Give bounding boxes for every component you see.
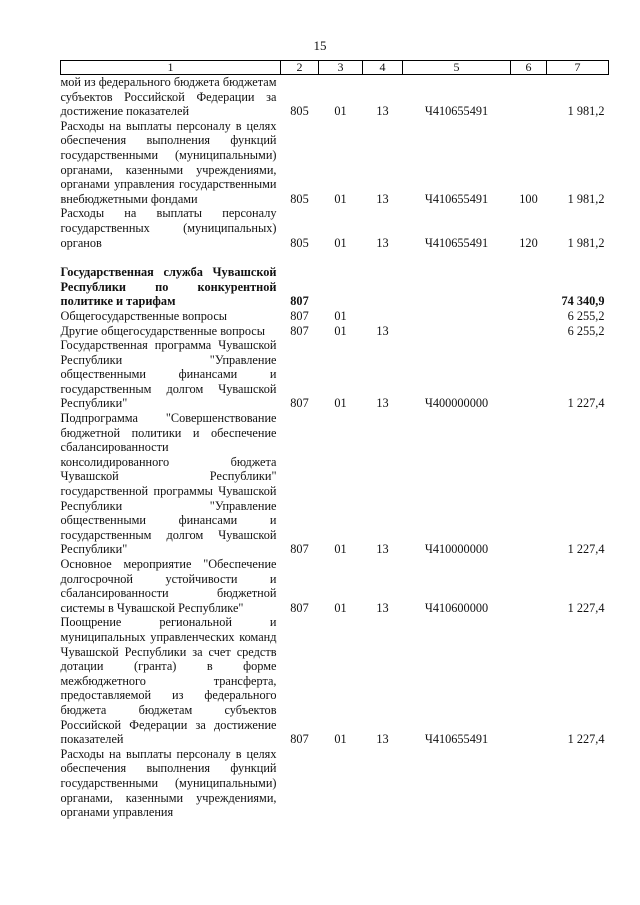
- row-subsection: [363, 309, 403, 324]
- table-row: [61, 747, 609, 820]
- page-number: 15: [313, 38, 327, 53]
- row-type: 120: [519, 235, 538, 250]
- table-row: [61, 324, 609, 339]
- budget-table: [60, 60, 609, 820]
- table-row: [61, 411, 609, 557]
- header-cell: 1: [61, 61, 281, 75]
- row-amount: 1 227,4: [567, 396, 605, 411]
- row-target: Ч410655491: [424, 104, 489, 119]
- row-name: Поощрение региональной и муниципальных управленческих команд Чувашской Республики за счет средств дотации (гранта) в форме межбюджетного трансферта, предоставляемой из федерального бюджета бюджетам субъектов Российской Федерации за достижение показателей: [60, 615, 277, 747]
- row-name: Расходы на выплаты персоналу в целях обеспечения выполнения функций государственными (муниципальными) органами, казенными учреждениями, органами управления государственными внебюджетными фондами: [60, 118, 277, 206]
- header-cell: 5: [403, 61, 511, 75]
- row-section: 01: [334, 396, 347, 411]
- header-cell: 7: [547, 61, 609, 75]
- row-name: Расходы на выплаты персоналу государственных (муниципальных) органов: [60, 206, 277, 250]
- row-name: Другие общегосударственные вопросы: [60, 323, 265, 338]
- row-target: Ч410655491: [424, 235, 489, 250]
- row-target: Ч410600000: [424, 600, 489, 615]
- row-subsection: [363, 747, 403, 820]
- row-type: [511, 747, 547, 820]
- table-header-row: [61, 61, 609, 75]
- row-section: 01: [334, 308, 347, 323]
- row-ministry: [281, 747, 319, 820]
- header-cell: 6: [511, 61, 547, 75]
- row-target: Ч400000000: [424, 396, 489, 411]
- row-name: Расходы на выплаты персоналу в целях обеспечения выполнения функций государственными (муниципальными) органами, казенными учреждениями, органами управления: [60, 746, 277, 820]
- row-subsection: 13: [376, 542, 389, 557]
- row-target: Ч410655491: [424, 191, 489, 206]
- row-target: [403, 324, 511, 339]
- row-name: Государственная служба Чувашской Республики по конкурентной политике и тарифам: [60, 265, 277, 309]
- row-name: Общегосударственные вопросы: [60, 308, 228, 323]
- table-row: [61, 75, 609, 119]
- table-row: [61, 615, 609, 746]
- row-subsection: 13: [376, 732, 389, 747]
- row-target: [403, 309, 511, 324]
- row-amount: 1 981,2: [567, 191, 605, 206]
- row-target: Ч410000000: [424, 542, 489, 557]
- table-row: [61, 206, 609, 250]
- table-row: [61, 338, 609, 411]
- row-type: [511, 615, 547, 746]
- row-amount: 1 227,4: [567, 600, 605, 615]
- row-type: [511, 557, 547, 615]
- row-amount: [547, 747, 609, 820]
- row-ministry: 805: [290, 104, 309, 119]
- row-name: мой из федерального бюджета бюджетам субъектов Российской Федерации за достижение показателей: [60, 75, 277, 119]
- row-ministry: 807: [290, 732, 309, 747]
- header-cell: 4: [363, 61, 403, 75]
- row-amount: 1 981,2: [567, 235, 605, 250]
- row-amount: 6 255,2: [567, 323, 605, 338]
- table-row: [61, 309, 609, 324]
- row-ministry: 807: [290, 323, 309, 338]
- row-section: 01: [334, 600, 347, 615]
- row-section: 01: [334, 323, 347, 338]
- row-type: 100: [519, 191, 538, 206]
- row-ministry: 807: [290, 396, 309, 411]
- header-cell: 2: [281, 61, 319, 75]
- row-section: [319, 747, 363, 820]
- row-name: Подпрограмма "Совершенствование бюджетной политики и обеспечение сбалансированности консолидированного бюджета Чувашской Республики" государственной программы Чувашской Республики "Управление общественными финансами и государственным долгом Чувашской Республики": [60, 411, 277, 557]
- row-section: 01: [334, 542, 347, 557]
- row-ministry: 807: [290, 294, 309, 309]
- row-type: [511, 338, 547, 411]
- row-ministry: 807: [290, 542, 309, 557]
- table-row: [61, 557, 609, 615]
- row-ministry: 805: [290, 191, 309, 206]
- table-row: [61, 119, 609, 207]
- row-type: [511, 75, 547, 119]
- table-row-department: [61, 265, 609, 309]
- row-subsection: 13: [376, 191, 389, 206]
- row-subsection: 13: [376, 235, 389, 250]
- row-target: Ч410655491: [424, 732, 489, 747]
- row-ministry: 807: [290, 600, 309, 615]
- row-section: 01: [334, 235, 347, 250]
- row-type: [511, 265, 547, 309]
- spacer-row: [61, 250, 609, 265]
- row-name: Государственная программа Чувашской Республики "Управление общественными финансами и государственным долгом Чувашской Республики": [60, 338, 277, 411]
- row-type: [511, 324, 547, 339]
- row-subsection: 13: [376, 323, 389, 338]
- row-subsection: [363, 265, 403, 309]
- row-type: [511, 411, 547, 557]
- row-amount: 74 340,9: [561, 294, 605, 309]
- row-amount: 1 981,2: [567, 104, 605, 119]
- row-target: [403, 265, 511, 309]
- row-name: Основное мероприятие "Обеспечение долгосрочной устойчивости и сбалансированности бюджетной системы в Чувашской Республике": [60, 557, 277, 615]
- row-section: [319, 265, 363, 309]
- header-cell: 3: [319, 61, 363, 75]
- row-amount: 1 227,4: [567, 542, 605, 557]
- row-subsection: 13: [376, 396, 389, 411]
- row-subsection: 13: [376, 104, 389, 119]
- row-section: 01: [334, 191, 347, 206]
- row-subsection: 13: [376, 600, 389, 615]
- row-amount: 6 255,2: [567, 308, 605, 323]
- row-section: 01: [334, 732, 347, 747]
- row-amount: 1 227,4: [567, 732, 605, 747]
- row-ministry: 807: [290, 308, 309, 323]
- row-type: [511, 309, 547, 324]
- row-section: 01: [334, 104, 347, 119]
- row-target: [403, 747, 511, 820]
- row-ministry: 805: [290, 235, 309, 250]
